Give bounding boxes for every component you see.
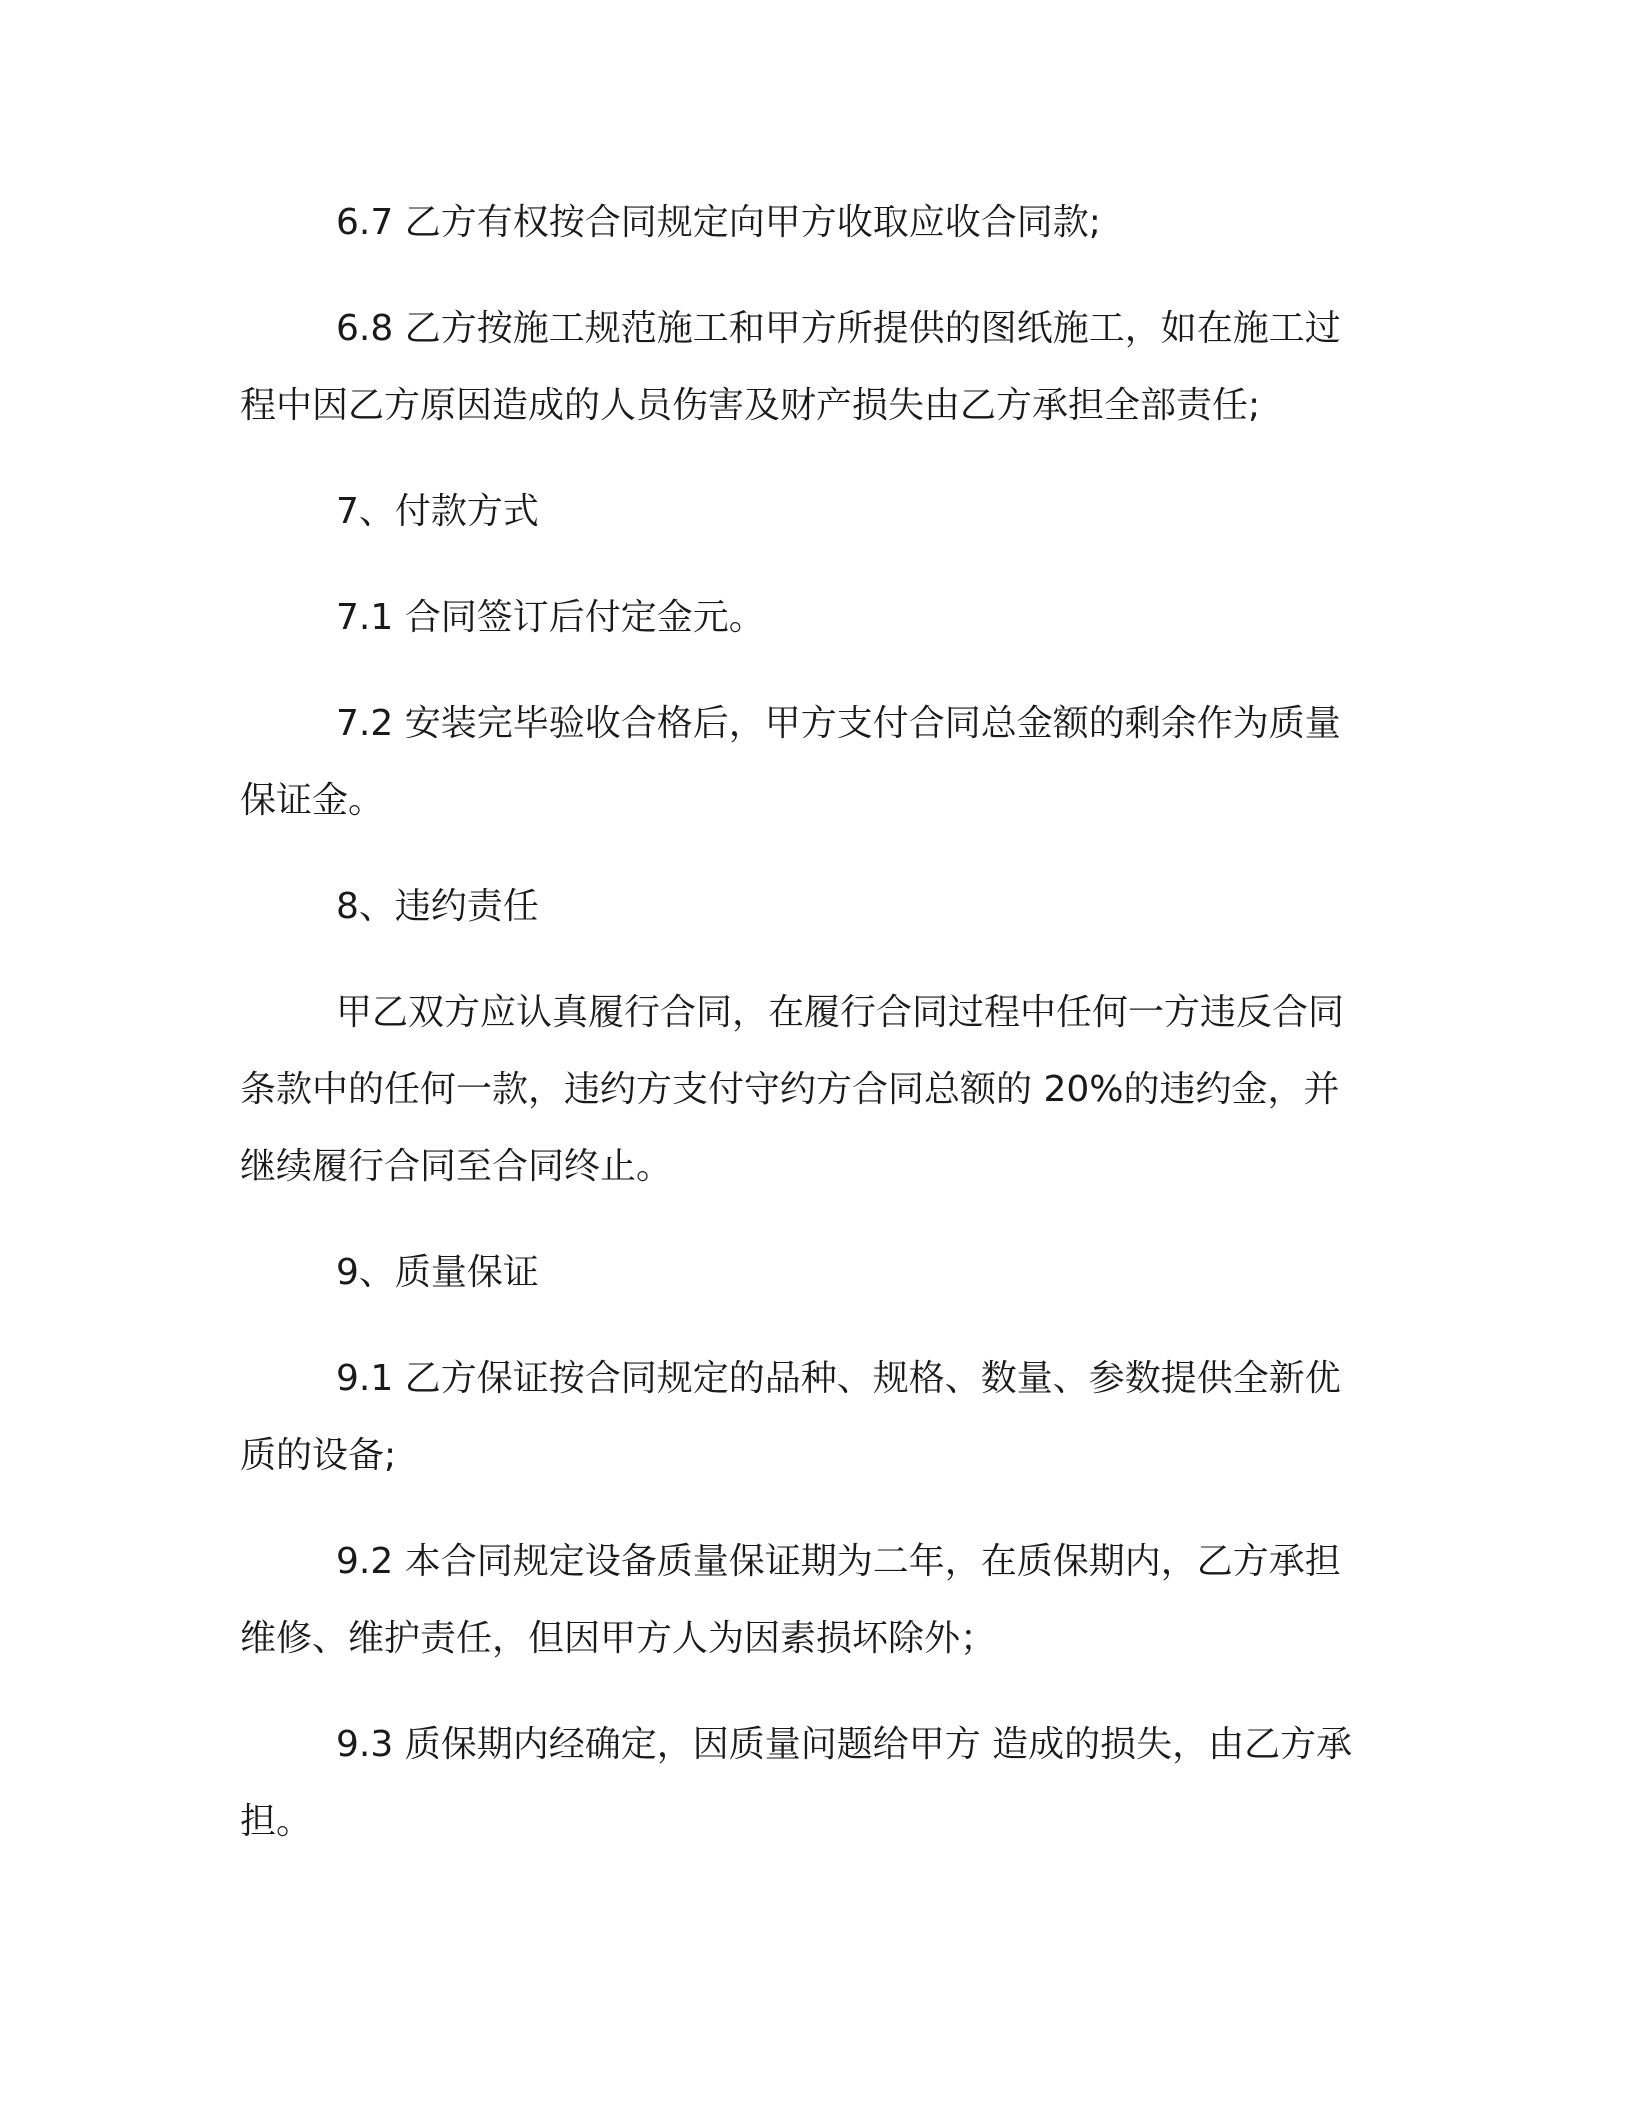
clause-9-3 (240, 1706, 1380, 1860)
section-heading-8 (240, 868, 1380, 945)
text-line: 保证金。 (240, 780, 385, 821)
clause-6-7 (240, 184, 1380, 261)
clause-6-8 (240, 290, 1380, 444)
text-line: 甲乙双方应认真履行合同，在履行合同过程中任何一方违反合同 (336, 992, 1345, 1033)
clause-9-2 (240, 1523, 1380, 1677)
clause-8-body (240, 974, 1380, 1205)
clause-7-2 (240, 685, 1380, 839)
text-line: 7.1 合同签订后付定金元。 (336, 597, 765, 638)
text-line: 9、质量保证 (336, 1252, 539, 1293)
text-line: 8、违约责任 (336, 886, 539, 927)
text-line: 6.8 乙方按施工规范施工和甲方所提供的图纸施工，如在施工过 (336, 308, 1341, 349)
document-body (240, 184, 1380, 1889)
text-line: 9.3 质保期内经确定，因质量问题给甲方 造成的损失，由乙方承 (336, 1724, 1353, 1765)
text-line: 质的设备; (240, 1435, 397, 1476)
text-line: 程中因乙方原因造成的人员伤害及财产损失由乙方承担全部责任; (240, 385, 1261, 426)
section-heading-9 (240, 1234, 1380, 1311)
text-line: 条款中的任何一款，违约方支付守约方合同总额的 20%的违约金，并 (240, 1069, 1340, 1110)
text-line: 6.7 乙方有权按合同规定向甲方收取应收合同款; (336, 202, 1101, 243)
text-line: 9.1 乙方保证按合同规定的品种、规格、数量、参数提供全新优 (336, 1358, 1341, 1399)
text-line: 7.2 安装完毕验收合格后，甲方支付合同总金额的剩余作为质量 (336, 703, 1341, 744)
section-heading-7 (240, 473, 1380, 550)
text-line: 9.2 本合同规定设备质量保证期为二年，在质保期内，乙方承担 (336, 1541, 1341, 1582)
clause-7-1 (240, 579, 1380, 656)
text-line: 担。 (240, 1801, 313, 1842)
clause-9-1 (240, 1340, 1380, 1494)
text-line: 7、付款方式 (336, 491, 539, 532)
text-line: 维修、维护责任，但因甲方人为因素损坏除外； (240, 1618, 997, 1659)
text-line: 继续履行合同至合同终止。 (240, 1146, 673, 1187)
